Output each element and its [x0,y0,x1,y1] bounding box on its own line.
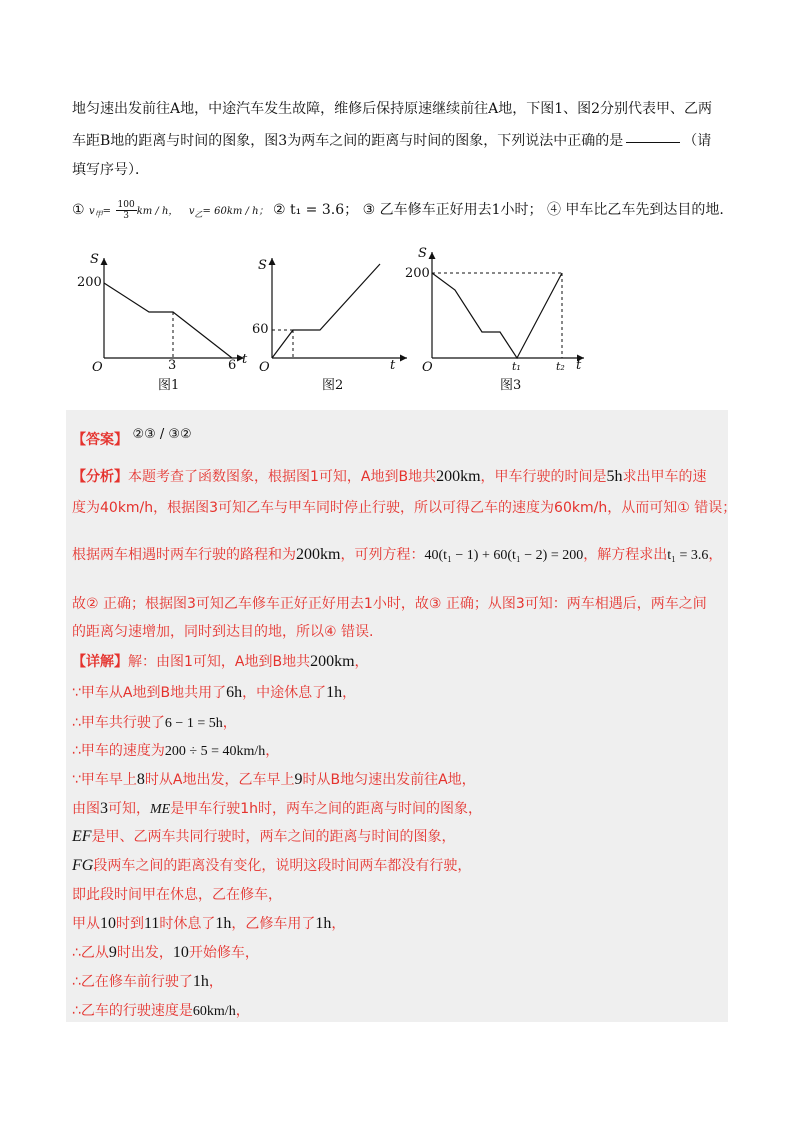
analysis-line-4: 故② 正确；根据图3可知乙车修车正好正好用去1小时，故③ 正确；从图3可知：两车相遇后，两车之间 [72,596,707,612]
detail-line-4: ∴甲车的速度为200 ÷ 5 = 40km/h， [72,743,280,759]
detail-line-8: FG段两车之间的距离没有变化，说明这段时间两车都没有行驶， [72,857,472,874]
g2-line [272,264,380,358]
g2-origin: O [259,360,270,375]
g3-t2-label: t₂ [556,360,565,373]
problem-line-1: 地匀速出发前往A地，中途汽车发生故障，维修后保持原速继续前往A地，下图1、图2分别代表甲、乙两 [72,101,713,117]
detail-line-13: ∴乙车的行驶速度是60km/h， [72,1003,250,1019]
graph-1 [104,258,244,358]
analysis-line-3: 根据两车相遇时两车行驶的路程和为200km，可列方程：40(t₁ − 1) + 60(t₁ − 2) = 200，解方程求出t₁ = 3.6， [72,546,723,563]
g3-t-label: t [576,358,582,373]
g1-s-label: S [90,252,99,267]
g3-origin: O [422,360,433,375]
g3-line [432,273,562,358]
detail-line-7: EF是甲、乙两车共同行驶时，两车之间的距离与时间的图象， [72,828,456,845]
graph-3 [432,252,584,358]
g2-s-label: S [258,258,267,273]
analysis-line-5: 的距离匀速增加，同时到达目的地，所以④ 错误. [72,624,374,640]
answer-value: ②③ / ③② [132,427,192,442]
analysis-line-2: 度为40km/h，根据图3可知乙车与甲车同时停止行驶，所以可得乙车的速度为60km/h，从而可知① 错误； [72,500,737,516]
g2-y60-label: 60 [252,322,269,337]
graph-2 [272,258,407,358]
detail-line-2: ∵甲车从A地到B地共用了6h，中途休息了1h， [72,684,357,701]
problem-line-3: 填写序号）． [72,162,149,178]
g3-t1-label: t₁ [512,360,521,373]
g1-x3-label: 3 [168,358,177,373]
analysis-line-1: 【分析】本题考查了函数图象，根据图1可知，A地到B地共200km，甲车行驶的时间是5h求出甲车的速 [72,468,707,485]
g2-t-label: t [390,358,396,373]
g3-s-label: S [418,246,427,261]
g1-y200-label: 200 [77,275,102,290]
graphs-panel [72,240,612,400]
problem-line-2: 车距B地的距离与时间的图象，图3为两车之间的距离与时间的图象，下列说法中正确的是 （请 [72,133,712,149]
g3-y200-label: 200 [405,266,430,281]
detail-line-3: ∴甲车共行驶了6 − 1 = 5h， [72,715,237,731]
answer-blank [626,142,680,143]
detail-line-10: 甲从10时到11时休息了1h，乙修车用了1h， [72,915,346,932]
g1-origin: O [92,360,103,375]
g1-line [104,283,232,358]
detail-line-9: 即此段时间甲在休息，乙在修车， [72,887,282,903]
detail-line-6: 由图3可知，ME是甲车行驶1h时，两车之间的距离与时间的图象， [72,800,482,817]
detail-line-12: ∴乙在修车前行驶了1h， [72,973,223,990]
g1-caption: 图1 [158,378,180,393]
g1-t-label: t [242,352,248,367]
detail-line-1: 【详解】解：由图1可知，A地到B地共200km， [72,653,369,670]
g1-x6-label: 6 [228,358,237,373]
detail-line-11: ∴乙从9时出发，10开始修车， [72,944,259,961]
answer-line: 【答案】 ②③ / ③② [72,427,192,448]
statements-line: ① $v_甲=$ $\frac{100}{3}$ km / h， $v_乙= 60km / h$； ② t₁ = 3.6； ③ 乙车修车正好用去1小时； ④ 甲车比乙车先到达目的地. [72,199,724,221]
detail-line-5: ∵甲车早上8时从A地出发，乙车早上9时从B地匀速出发前往A地， [72,771,476,788]
g2-caption: 图2 [322,378,344,393]
fraction-100-3: $\frac{100}{3}$ [117,199,135,221]
g3-caption: 图3 [500,378,522,393]
